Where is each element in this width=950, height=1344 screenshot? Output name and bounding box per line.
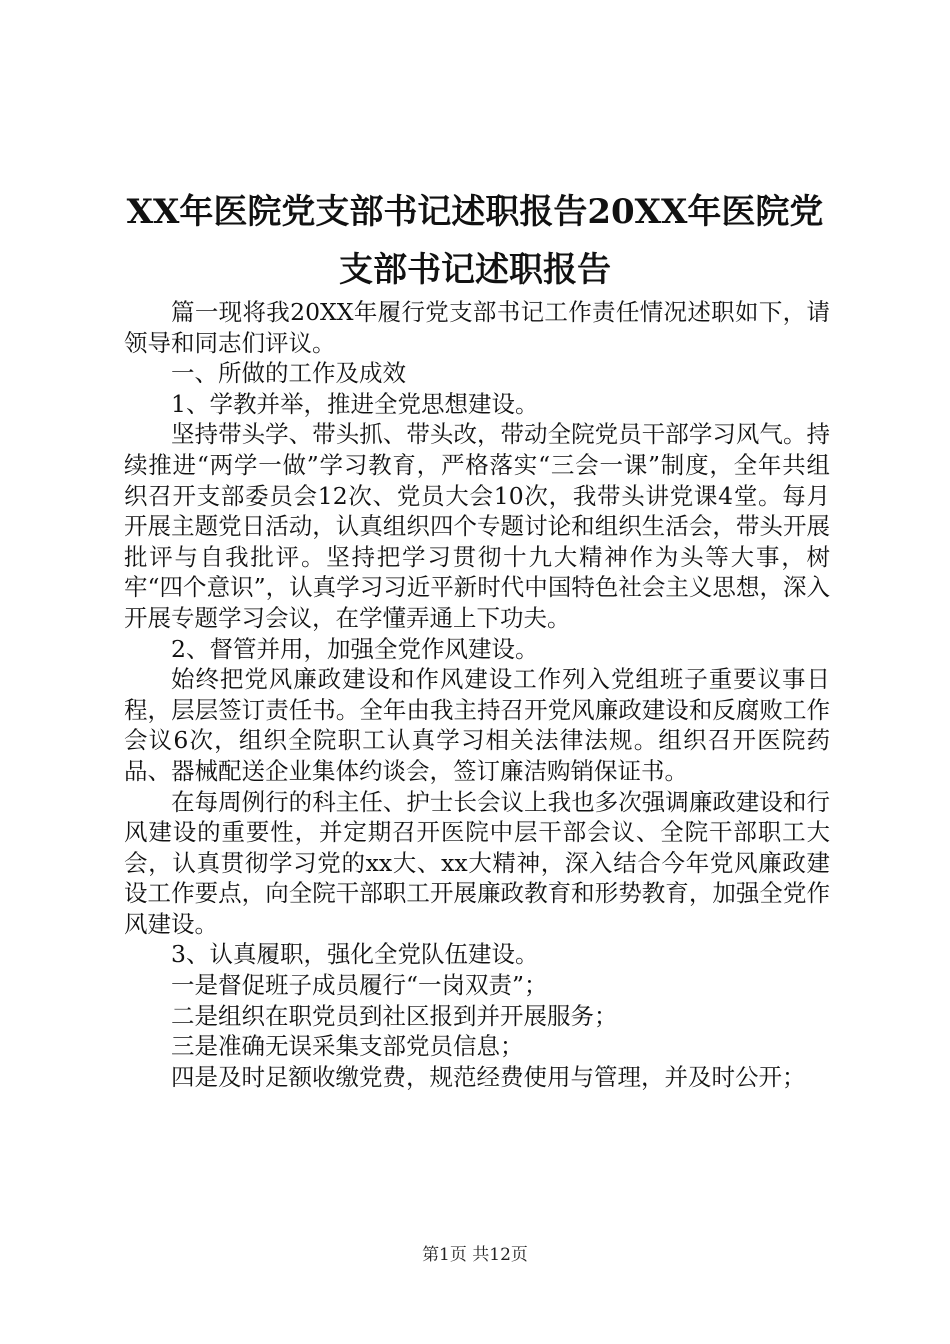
list-item-3: 三是准确无误采集支部党员信息； (171, 1032, 524, 1061)
section-heading-achievements: 一、所做的工作及成效 (171, 359, 406, 388)
paragraph-weekly-meetings: 在每周例行的科主任、护士长会议上我也多次强调廉政建设和行风建设的重要性，并定期召开医院中层干部会议、全院干部职工大会，认真贯彻学习党的xx大、xx大精神，深入结合今年党风廉政建设工作要点，向全院干部职工开展廉政教育和形势教育，加强全党作风建设。 (124, 787, 830, 938)
list-item-1: 一是督促班子成员履行“一岗双责”； (171, 971, 548, 1000)
subheading-2: 2、督管并用，加强全党作风建设。 (171, 634, 539, 663)
document-title-line-1: XX年医院党支部书记述职报告20XX年医院党 (126, 192, 824, 232)
document-title-line-2: 支部书记述职报告 (339, 250, 611, 290)
list-item-2: 二是组织在职党员到社区报到并开展服务； (171, 1001, 618, 1030)
list-item-4: 四是及时足额收缴党费，规范经费使用与管理，并及时公开； (171, 1062, 806, 1091)
subheading-3: 3、认真履职，强化全党队伍建设。 (171, 940, 539, 969)
paragraph-intro: 篇一现将我20XX年履行党支部书记工作责任情况述职如下，请领导和同志们评议。 (124, 298, 830, 357)
paragraph-clean-governance: 始终把党风廉政建设和作风建设工作列入党组班子重要议事日程，层层签订责任书。全年由我主持召开党风廉政建设和反腐败工作会议6次，组织全院职工认真学习相关法律法规。组织召开医院药品、器械配送企业集体约谈会，签订廉洁购销保证书。 (124, 665, 830, 785)
subheading-1: 1、学教并举，推进全党思想建设。 (171, 389, 539, 418)
paragraph-study: 坚持带头学、带头抓、带头改，带动全院党员干部学习风气。持续推进“两学一做”学习教育，严格落实“三会一课”制度，全年共组织召开支部委员会12次、党员大会10次，我带头讲党课4堂。每月开展主题党日活动，认真组织四个专题讨论和组织生活会，带头开展批评与自我批评。坚持把学习贯彻十九大精神作为头等大事，树牢“四个意识”，认真学习习近平新时代中国特色社会主义思想，深入开展专题学习会议，在学懂弄通上下功夫。 (124, 420, 830, 632)
page-number-footer: 第1页 共12页 (422, 1245, 528, 1265)
document-body (124, 297, 830, 1092)
